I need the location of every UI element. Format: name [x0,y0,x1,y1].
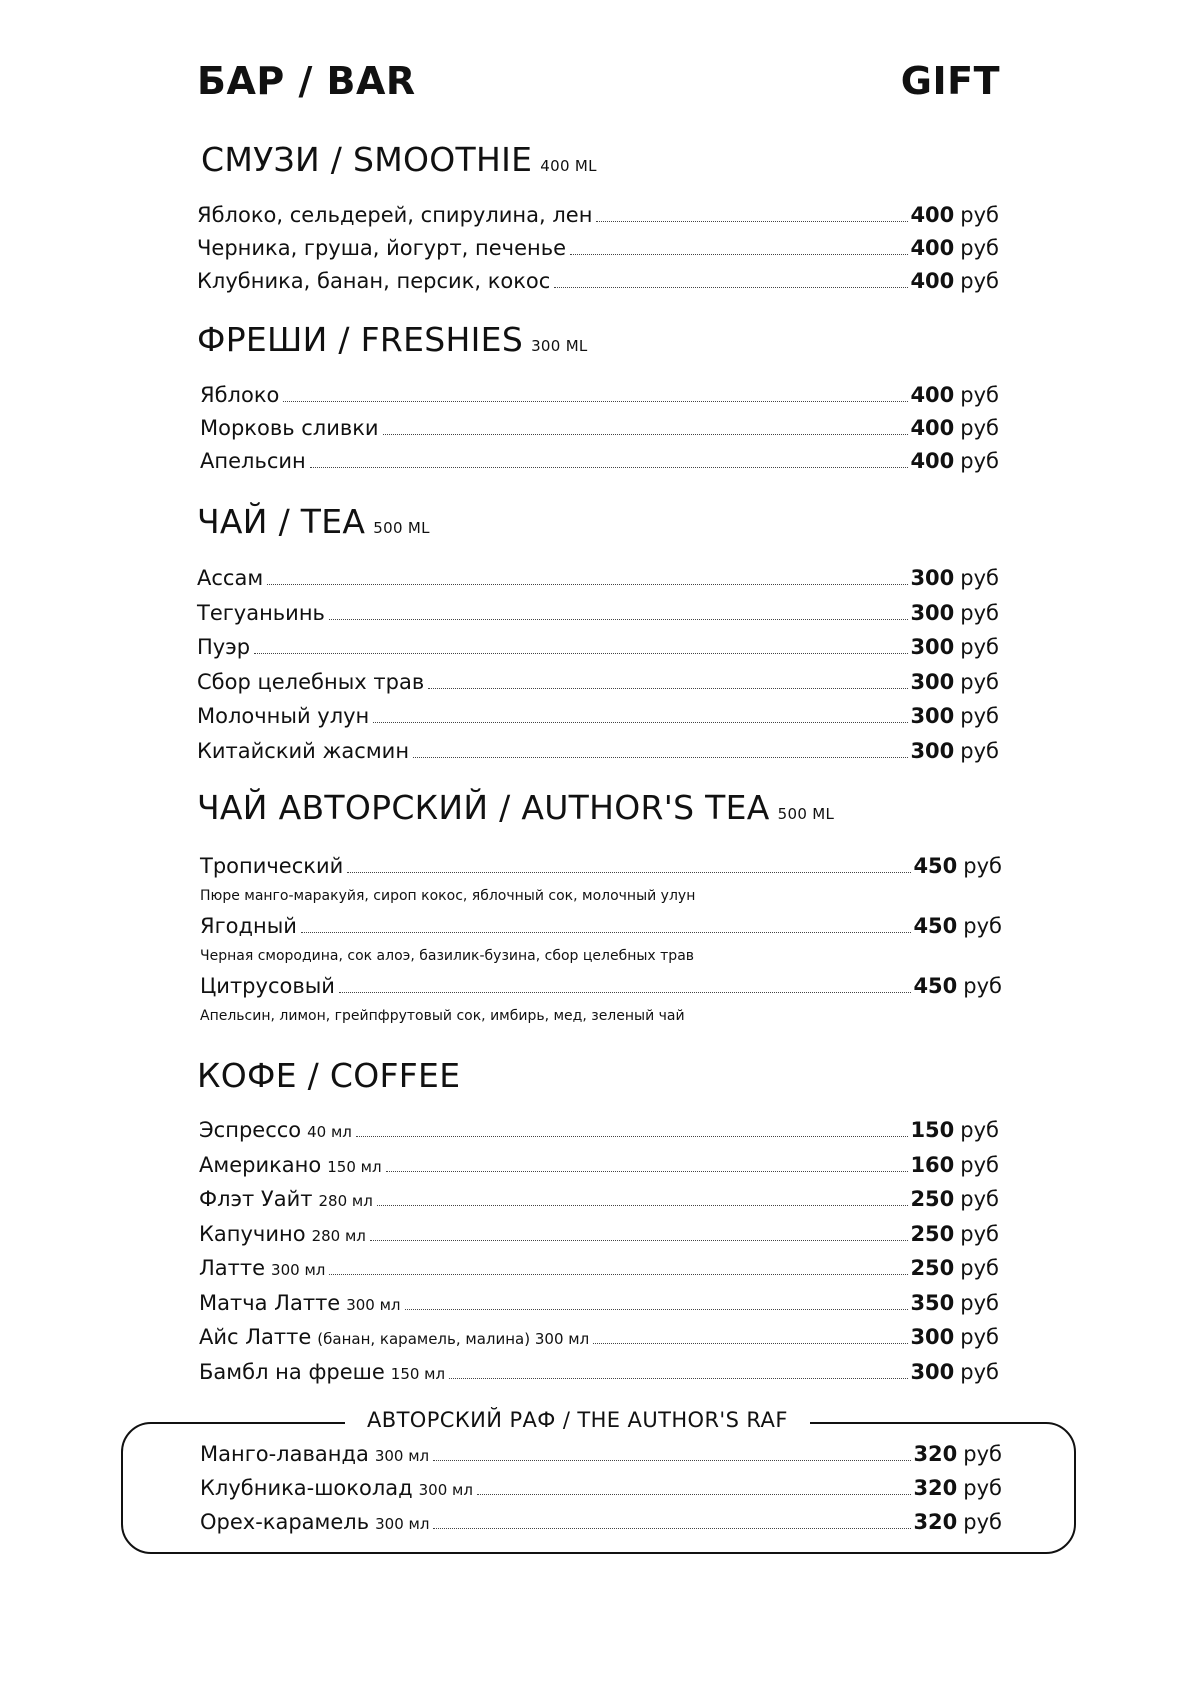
menu-header [197,56,1000,106]
item-volume: (банан, карамель, малина) 300 мл [317,1330,590,1348]
item-name: Апельсин [200,449,306,473]
item-name: Пуэр [197,635,251,659]
dot-leader [301,931,911,933]
dot-leader [370,1239,909,1241]
item-price: 160 руб [910,1152,999,1177]
dot-leader [254,652,908,654]
item-price: 400 руб [910,203,999,227]
menu-item [200,1510,1002,1544]
item-description: Пюре манго-маракуйя, сироп кокос, яблочный сок, молочный улун [200,888,696,904]
item-price: 300 руб [910,1325,999,1349]
section-title-authors-tea: ЧАЙ АВТОРСКИЙ / AUTHOR'S TEA 500 ML [197,788,835,827]
menu-item [199,1360,999,1395]
section-items-smoothie [197,203,999,302]
item-description: Апельсин, лимон, грейпфрутовый сок, имбирь, мед, зеленый чай [200,1008,685,1024]
item-volume: 150 мл [327,1157,382,1176]
section-items-authors-tea [200,854,1002,1034]
item-volume: 40 мл [307,1123,352,1141]
menu-item [200,1476,1002,1510]
dot-leader [570,253,908,255]
menu-item [200,383,999,416]
item-name: Манго-лаванда 300 мл [200,1442,430,1466]
dot-leader [267,583,908,585]
item-price: 320 руб [913,1442,1002,1466]
item-price: 450 руб [913,974,1002,998]
menu-item [197,739,999,774]
item-price: 400 руб [910,449,999,473]
dot-leader [373,721,908,723]
dot-leader [329,1273,908,1275]
dot-leader [449,1377,908,1379]
dot-leader [310,466,909,468]
section-items-freshies [200,383,999,482]
item-price: 300 руб [910,1359,999,1384]
section-volume: 500 ML [373,519,430,537]
item-price: 300 руб [910,635,999,659]
dot-leader [283,400,908,402]
dot-leader [593,1342,908,1344]
menu-item [199,1291,999,1326]
menu-item [197,601,999,636]
section-volume: 400 ML [540,157,597,175]
dot-leader [413,756,908,758]
item-name: Черника, груша, йогурт, печенье [197,236,567,260]
dot-leader [386,1170,909,1172]
item-price: 450 руб [913,854,1002,878]
menu-item [197,566,999,601]
menu-item [197,670,999,705]
section-items-coffee [199,1118,999,1394]
item-price: 250 руб [910,1256,999,1280]
item-name: Цитрусовый [200,974,335,998]
menu-item [199,1325,999,1360]
menu-item [199,1118,999,1153]
dot-leader [383,433,909,435]
menu-item [199,1222,999,1257]
item-price: 450 руб [913,914,1002,938]
section-title-tea: ЧАЙ / TEA 500 ML [197,502,430,541]
item-price: 400 руб [910,269,999,293]
menu-item [200,974,1002,1004]
section-volume: 500 ML [777,805,835,823]
item-volume: 300 мл [271,1261,326,1279]
item-name: Сбор целебных трав [197,669,425,694]
dot-leader [339,991,911,993]
item-volume: 280 мл [318,1192,373,1210]
item-name: Флэт Уайт 280 мл [199,1187,373,1211]
item-price: 320 руб [913,1476,1002,1500]
dot-leader [433,1527,911,1529]
item-price: 300 руб [910,600,999,625]
item-price: 300 руб [910,704,999,728]
menu-item [199,1187,999,1222]
item-name: Тегуаньинь [197,600,325,625]
item-volume: 280 мл [311,1226,366,1245]
menu-item [197,704,999,739]
menu-item [199,1153,999,1188]
dot-leader [356,1135,909,1137]
item-name: Китайский жасмин [197,738,410,763]
dot-leader [377,1204,909,1206]
section-title-coffee: КОФЕ / COFFEE [197,1056,461,1095]
gift-title: GIFT [900,59,1000,103]
item-name: Тропический [200,854,344,878]
dot-leader [433,1459,911,1461]
menu-item [197,236,999,269]
menu-item [197,635,999,670]
dot-leader [596,220,908,222]
menu-item [200,449,999,482]
dot-leader [405,1308,909,1310]
section-title-freshies: ФРЕШИ / FRESHIES 300 ML [197,320,588,359]
bar-title: БАР / BAR [197,59,416,103]
dot-leader [347,871,911,873]
item-name: Матча Латте 300 мл [199,1290,401,1315]
item-name: Клубника, банан, персик, кокос [197,269,551,293]
menu-item [200,416,999,449]
section-items-authors-raf [200,1442,1002,1544]
item-price: 250 руб [910,1221,999,1246]
section-title-authors-raf: АВТОРСКИЙ РАФ / THE AUTHOR'S RAF [345,1408,810,1432]
section-volume: 300 ML [531,337,588,355]
item-name: Клубника-шоколад 300 мл [200,1476,473,1500]
item-name: Ягодный [200,914,297,938]
item-name: Капучино 280 мл [199,1221,366,1246]
item-volume: 300 мл [375,1515,430,1533]
item-name: Молочный улун [197,704,370,728]
item-price: 250 руб [910,1187,999,1211]
item-name: Ассам [197,566,264,590]
menu-item [200,854,1002,884]
item-price: 400 руб [910,236,999,260]
menu-item [200,914,1002,944]
dot-leader [428,687,908,689]
item-volume: 150 мл [390,1364,446,1383]
item-volume: 300 мл [374,1447,430,1465]
item-name: Бамбл на фреше 150 мл [199,1359,446,1384]
item-price: 300 руб [910,669,999,694]
dot-leader [477,1493,912,1495]
item-price: 350 руб [910,1290,999,1315]
menu-item [197,203,999,236]
item-name: Латте 300 мл [199,1256,326,1280]
menu-item [200,1442,1002,1476]
item-name: Морковь сливки [200,416,379,440]
item-description: Черная смородина, сок алоэ, базилик-бузина, сбор целебных трав [200,948,695,964]
dot-leader [554,286,908,288]
item-price: 300 руб [910,738,999,763]
item-volume: 300 мл [346,1295,401,1314]
item-price: 400 руб [910,416,999,440]
item-price: 400 руб [910,383,999,407]
menu-item [197,269,999,302]
section-title-smoothie: СМУЗИ / SMOOTHIE 400 ML [201,140,597,179]
item-name: Яблоко, сельдерей, спирулина, лен [197,203,593,227]
item-name: Эспрессо 40 мл [199,1118,352,1142]
item-price: 320 руб [913,1510,1002,1534]
menu-item [199,1256,999,1291]
item-name: Американо 150 мл [199,1152,382,1177]
item-price: 150 руб [910,1118,999,1142]
section-items-tea [197,566,999,773]
item-name: Орех-карамель 300 мл [200,1510,430,1534]
item-volume: 300 мл [418,1481,473,1499]
item-name: Айс Латте (банан, карамель, малина) 300 мл [199,1325,590,1349]
item-name: Яблоко [200,383,280,407]
item-price: 300 руб [910,566,999,590]
dot-leader [329,618,908,620]
